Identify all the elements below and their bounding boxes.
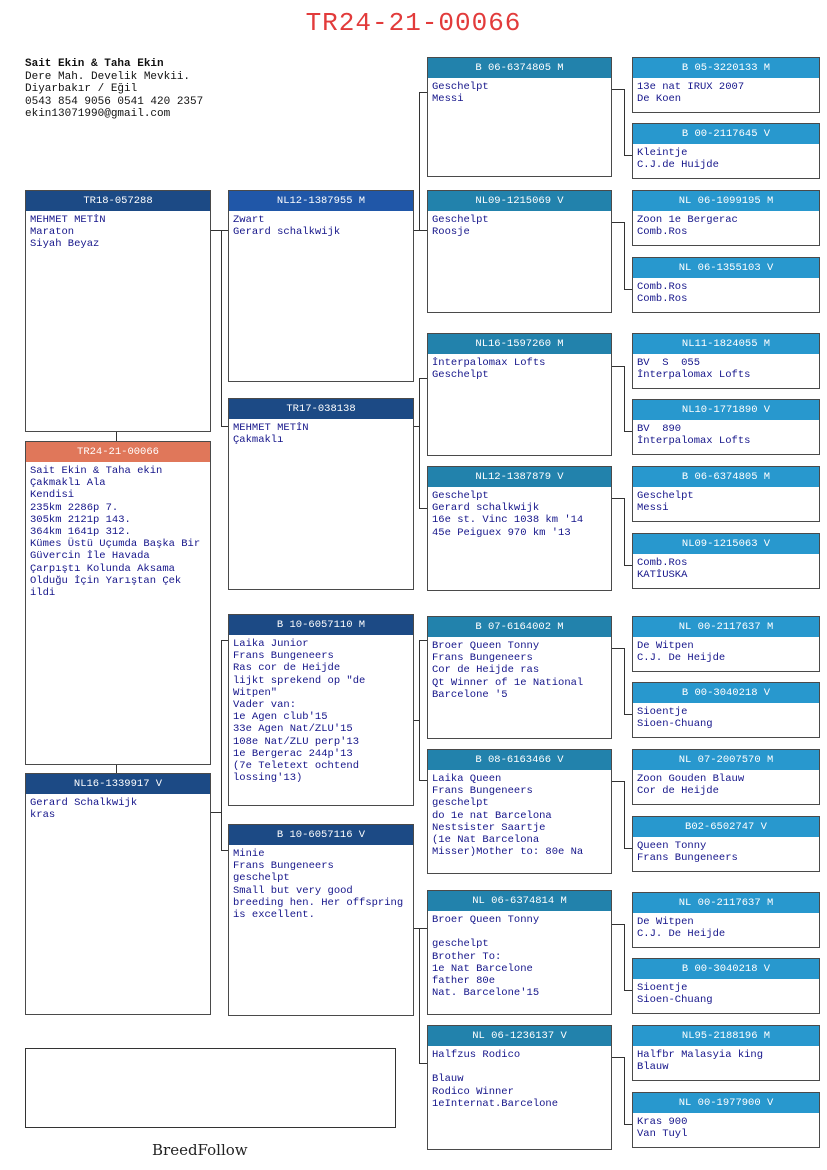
g4-details-4: Comb.Ros Comb.Ros — [637, 281, 688, 306]
sire-details: MEHMET METİN Maraton Siyah Beyaz — [30, 214, 106, 251]
subject-card — [25, 441, 211, 765]
g4-ring-16: NL 00-1977900 V — [633, 1093, 819, 1113]
g4-card-6 — [632, 399, 820, 455]
connector-sire-ss — [221, 230, 228, 231]
g3-card-4 — [427, 466, 612, 591]
g4-ring-12: B02-6502747 V — [633, 817, 819, 837]
subject-ring: TR24-21-00066 — [26, 442, 210, 462]
connector-g3-2-v — [624, 222, 625, 289]
g3-ring-5: B 07-6164002 M — [428, 617, 611, 637]
g4-card-11 — [632, 749, 820, 805]
g4-card-4 — [632, 257, 820, 313]
connector-subject-vertical-2 — [116, 765, 117, 773]
connector-dd-a — [419, 928, 427, 929]
connector-g3-1 — [612, 89, 624, 90]
sire-dam-details: MEHMET METİN Çakmaklı — [233, 422, 309, 447]
connector-g3-6-b — [624, 848, 632, 849]
g4-card-1 — [632, 57, 820, 113]
connector-ss-v — [419, 92, 420, 230]
dam-sire-details: Laika Junior Frans Bungeneers Ras cor de Heijde lijkt sprekend op "de Witpen" Vader van: 1e Agen club'15 33e Agen Nat/ZLU'15 108e Nat/ZLU perp'13 1e Bergerac 244p'13 (7e Teletext ochtend lossing'13) — [233, 638, 366, 785]
g4-details-7: Geschelpt Messi — [637, 490, 694, 515]
connector-dam-ds — [221, 640, 228, 641]
owner-phone: 0543 854 9056 0541 420 2357 — [25, 95, 204, 108]
sire-dam-ring: TR17-038138 — [229, 399, 413, 419]
g4-details-9: De Witpen C.J. De Heijde — [637, 640, 726, 665]
g4-ring-13: NL 00-2117637 M — [633, 893, 819, 913]
connector-g3-7-v — [624, 924, 625, 990]
g4-details-6: BV 890 İnterpalomax Lofts — [637, 423, 751, 448]
g3-card-2 — [427, 190, 612, 313]
sire-card — [25, 190, 211, 432]
owner-address-line1: Dere Mah. Develik Mevkii. — [25, 70, 191, 83]
g3-details-5: Broer Queen Tonny Frans Bungeneers Cor de Heijde ras Qt Winner of 1e National Barcelone '5 — [432, 640, 584, 701]
g4-details-12: Queen Tonny Frans Bungeneers — [637, 840, 738, 865]
subject-details: Sait Ekin & Taha ekin Çakmaklı Ala Kendisi 235km 2286p 7. 305km 2121p 143. 364km 1641p 312. Kümes Üstü Uçumda Başka Bir Güvercin İle Havada Çarpıştı Kolunda Aksama Olduğu İçin Yarıştan Çek ildi — [30, 465, 201, 600]
g3-ring-2: NL09-1215069 V — [428, 191, 611, 211]
g4-card-14 — [632, 958, 820, 1014]
dam-sire-ring: B 10-6057110 M — [229, 615, 413, 635]
sire-sire-card — [228, 190, 414, 382]
g4-details-1: 13e nat IRUX 2007 De Koen — [637, 81, 745, 106]
connector-ds-v — [419, 640, 420, 780]
owner-name: Sait Ekin & Taha Ekin — [25, 58, 164, 70]
connector-g3-4-v — [624, 498, 625, 565]
dam-card — [25, 773, 211, 1015]
connector-g3-8-v — [624, 1057, 625, 1124]
g4-ring-6: NL10-1771890 V — [633, 400, 819, 420]
connector-subject-vertical — [116, 432, 117, 441]
g4-details-11: Zoon Gouden Blauw Cor de Heijde — [637, 773, 745, 798]
connector-sd-a — [419, 378, 427, 379]
g4-ring-5: NL11-1824055 M — [633, 334, 819, 354]
connector-g3-2-b — [624, 289, 632, 290]
dam-dam-card — [228, 824, 414, 1016]
connector-g3-8-b — [624, 1124, 632, 1125]
g4-card-3 — [632, 190, 820, 246]
g3-ring-6: B 08-6163466 V — [428, 750, 611, 770]
connector-dd-v — [419, 928, 420, 1063]
connector-dam-h — [211, 812, 221, 813]
g3-card-5 — [427, 616, 612, 739]
g3-details-1: Geschelpt Messi — [432, 81, 489, 106]
g4-ring-15: NL95-2188196 M — [633, 1026, 819, 1046]
g4-card-9 — [632, 616, 820, 672]
connector-sire-sd — [221, 426, 228, 427]
g3-ring-7: NL 06-6374814 M — [428, 891, 611, 911]
dam-dam-ring: B 10-6057116 V — [229, 825, 413, 845]
owner-info — [25, 58, 203, 121]
connector-g3-5-v — [624, 648, 625, 714]
g4-card-7 — [632, 466, 820, 522]
g3-ring-1: B 06-6374805 M — [428, 58, 611, 78]
g3-details-4: Geschelpt Gerard schalkwijk 16e st. Vinc 1038 km '14 45e Peiguex 970 km '13 — [432, 490, 584, 539]
g4-card-8 — [632, 533, 820, 589]
g4-ring-7: B 06-6374805 M — [633, 467, 819, 487]
connector-g3-1-v — [624, 89, 625, 155]
dam-details: Gerard Schalkwijk kras — [30, 797, 138, 822]
g3-details-7: Broer Queen Tonny geschelpt Brother To: 1e Nat Barcelone father 80e Nat. Barcelone'15 — [432, 914, 540, 1000]
footer-brand: BreedFollow — [152, 1141, 248, 1159]
g4-details-16: Kras 900 Van Tuyl — [637, 1116, 688, 1141]
connector-dam-v — [221, 640, 222, 850]
connector-g3-3 — [612, 366, 624, 367]
connector-sire-v — [221, 230, 222, 426]
owner-address-line2: Diyarbakır / Eğil — [25, 83, 138, 95]
g3-ring-4: NL12-1387879 V — [428, 467, 611, 487]
connector-sd-v — [419, 378, 420, 508]
connector-ss-a — [419, 92, 427, 93]
connector-ds-b — [419, 780, 427, 781]
g4-ring-11: NL 07-2007570 M — [633, 750, 819, 770]
connector-g3-8 — [612, 1057, 624, 1058]
g4-card-15 — [632, 1025, 820, 1081]
pedigree-title: TR24-21-00066 — [305, 8, 522, 38]
g4-card-10 — [632, 682, 820, 738]
g4-ring-10: B 00-3040218 V — [633, 683, 819, 703]
connector-g3-5-b — [624, 714, 632, 715]
dam-sire-card — [228, 614, 414, 806]
sire-dam-card — [228, 398, 414, 590]
g4-ring-14: B 00-3040218 V — [633, 959, 819, 979]
g4-ring-4: NL 06-1355103 V — [633, 258, 819, 278]
g3-card-8 — [427, 1025, 612, 1150]
sire-sire-ring: NL12-1387955 M — [229, 191, 413, 211]
connector-ds-a — [419, 640, 427, 641]
notes-box — [25, 1048, 396, 1128]
g4-card-16 — [632, 1092, 820, 1148]
connector-g3-4 — [612, 498, 624, 499]
g4-details-10: Sioentje Sioen-Chuang — [637, 706, 713, 731]
g4-details-2: Kleintje C.J.de Huijde — [637, 147, 719, 172]
g3-card-3 — [427, 333, 612, 456]
g3-details-8: Halfzus Rodico Blauw Rodico Winner 1eInternat.Barcelone — [432, 1049, 559, 1110]
g3-details-3: İnterpalomax Lofts Geschelpt — [432, 357, 546, 382]
connector-g3-3-v — [624, 366, 625, 431]
connector-dam-dd — [221, 850, 228, 851]
g4-card-12 — [632, 816, 820, 872]
dam-dam-details: Minie Frans Bungeneers geschelpt Small but very good breeding hen. Her offspring is excellent. — [233, 848, 404, 922]
g3-ring-3: NL16-1597260 M — [428, 334, 611, 354]
g4-ring-3: NL 06-1099195 M — [633, 191, 819, 211]
connector-dd-b — [419, 1063, 427, 1064]
g3-details-2: Geschelpt Roosje — [432, 214, 489, 239]
connector-g3-7 — [612, 924, 624, 925]
connector-g3-2 — [612, 222, 624, 223]
connector-g3-3-b — [624, 431, 632, 432]
g3-card-1 — [427, 57, 612, 177]
dam-ring: NL16-1339917 V — [26, 774, 210, 794]
g3-ring-8: NL 06-1236137 V — [428, 1026, 611, 1046]
owner-email: ekin13071990@gmail.com — [25, 108, 171, 120]
g4-ring-9: NL 00-2117637 M — [633, 617, 819, 637]
g4-details-3: Zoon 1e Bergerac Comb.Ros — [637, 214, 738, 239]
g4-card-2 — [632, 123, 820, 179]
connector-g3-7-b — [624, 990, 632, 991]
connector-g3-4-b — [624, 565, 632, 566]
connector-ss-b — [419, 230, 427, 231]
g3-card-6 — [427, 749, 612, 874]
g4-ring-8: NL09-1215063 V — [633, 534, 819, 554]
g4-details-13: De Witpen C.J. De Heijde — [637, 916, 726, 941]
connector-g3-5 — [612, 648, 624, 649]
g4-ring-1: B 05-3220133 M — [633, 58, 819, 78]
g4-details-14: Sioentje Sioen-Chuang — [637, 982, 713, 1007]
connector-g3-1-b — [624, 155, 632, 156]
sire-ring: TR18-057288 — [26, 191, 210, 211]
connector-sire-h — [211, 230, 221, 231]
g4-details-15: Halfbr Malasyia king Blauw — [637, 1049, 764, 1074]
g4-details-8: Comb.Ros KATİUSKA — [637, 557, 688, 582]
g3-details-6: Laika Queen Frans Bungeneers geschelpt do 1e nat Barcelona Nestsister Saartje (1e Nat Barcelona Misser)Mother to: 80e Na — [432, 773, 584, 859]
g4-ring-2: B 00-2117645 V — [633, 124, 819, 144]
connector-sd-b — [419, 508, 427, 509]
g4-details-5: BV S 055 İnterpalomax Lofts — [637, 357, 751, 382]
connector-g3-6-v — [624, 781, 625, 848]
g4-card-13 — [632, 892, 820, 948]
sire-sire-details: Zwart Gerard schalkwijk — [233, 214, 341, 239]
g4-card-5 — [632, 333, 820, 389]
connector-g3-6 — [612, 781, 624, 782]
g3-card-7 — [427, 890, 612, 1015]
